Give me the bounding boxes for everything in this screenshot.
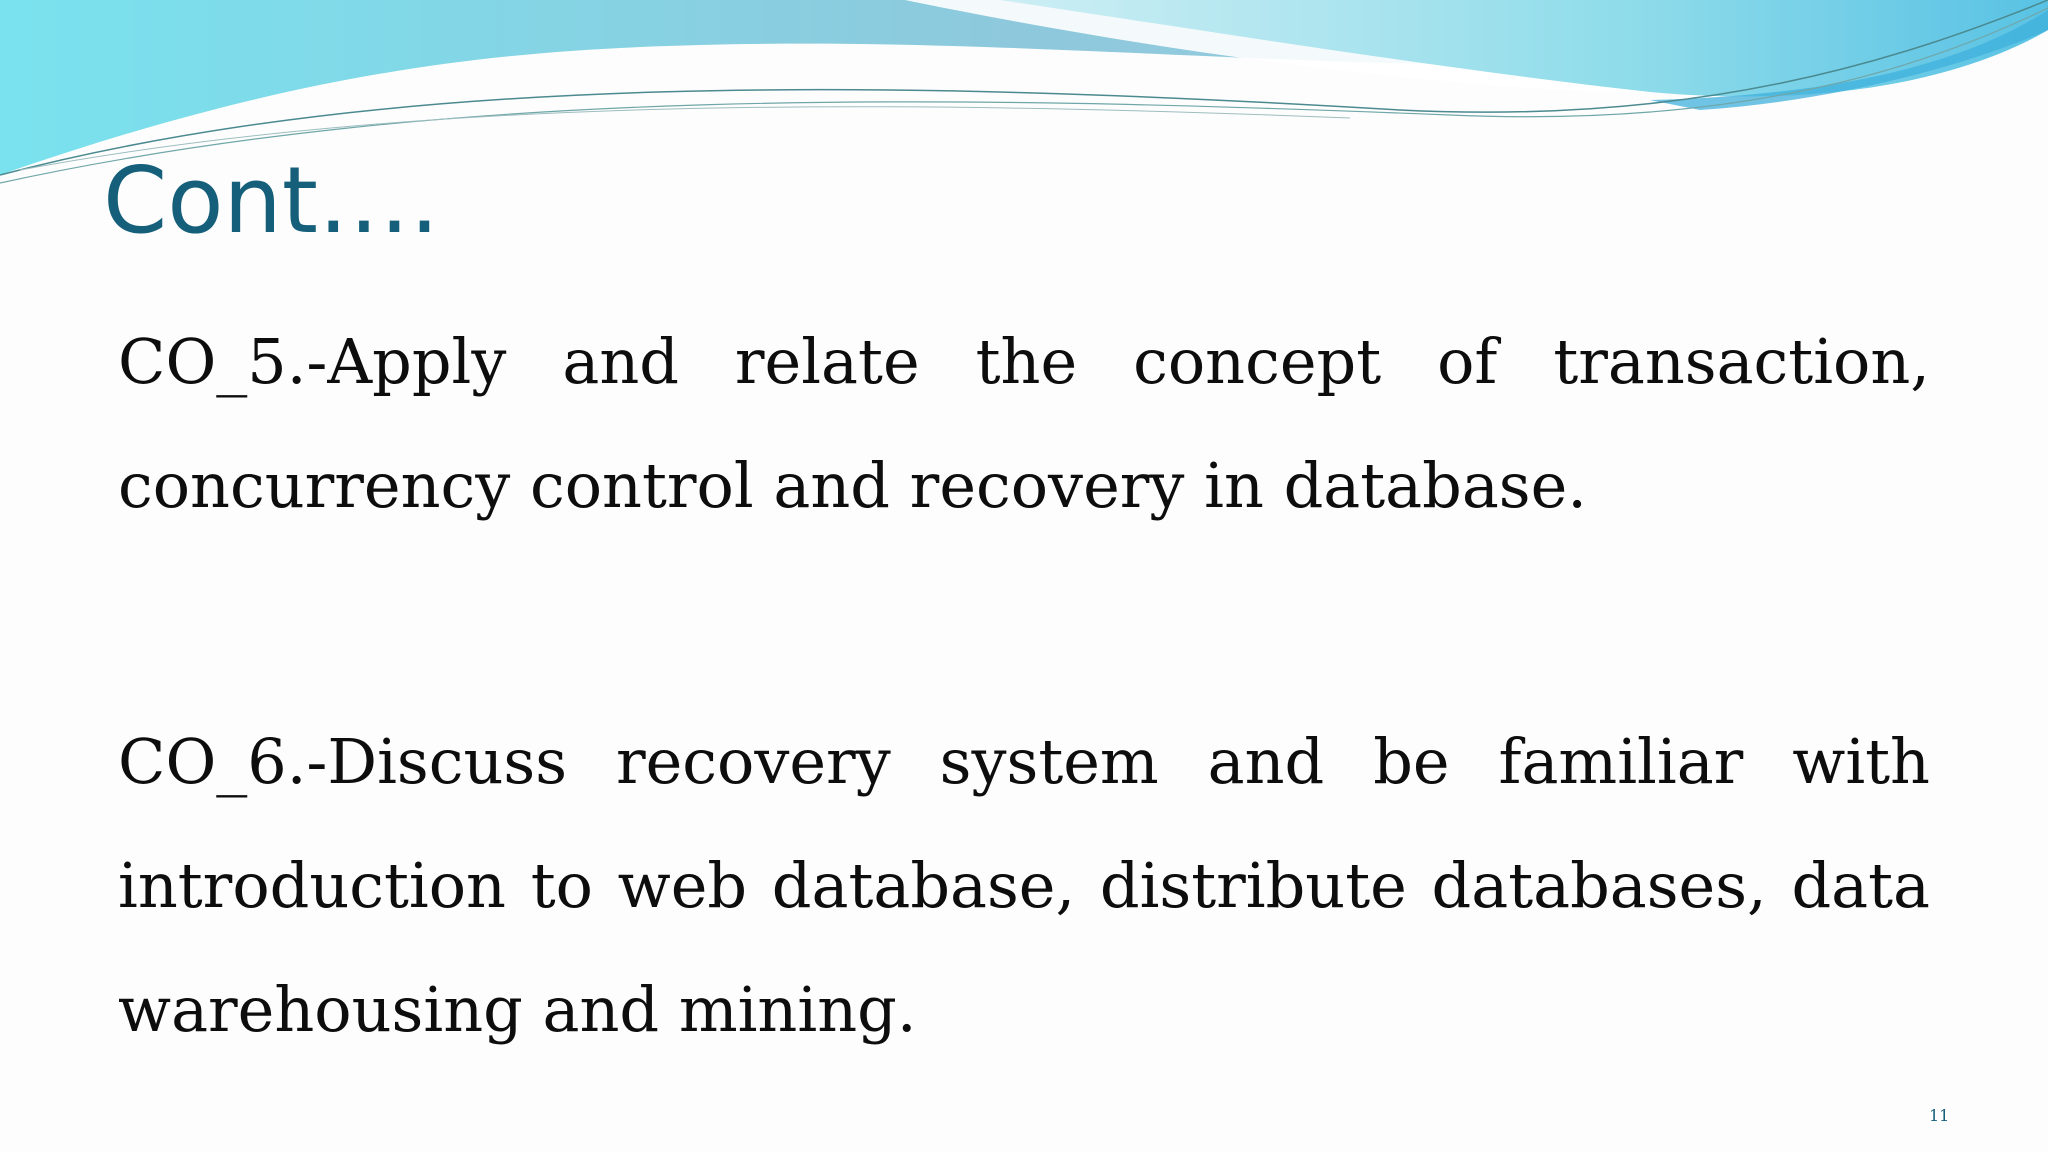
slide-number: 11 xyxy=(1929,1106,1950,1125)
course-outcome-5-text: CO_5.-Apply and relate the concept of transaction, concurrency control and recovery in database. xyxy=(118,325,1930,522)
slide-title: Cont…. xyxy=(103,147,440,254)
course-outcome-6-text: CO_6.-Discuss recovery system and be familiar with introduction to web database, distribute databases, data warehousing and mining. xyxy=(118,725,1930,1046)
course-outcome-6 xyxy=(118,700,1930,1072)
course-outcome-5 xyxy=(118,300,1930,548)
